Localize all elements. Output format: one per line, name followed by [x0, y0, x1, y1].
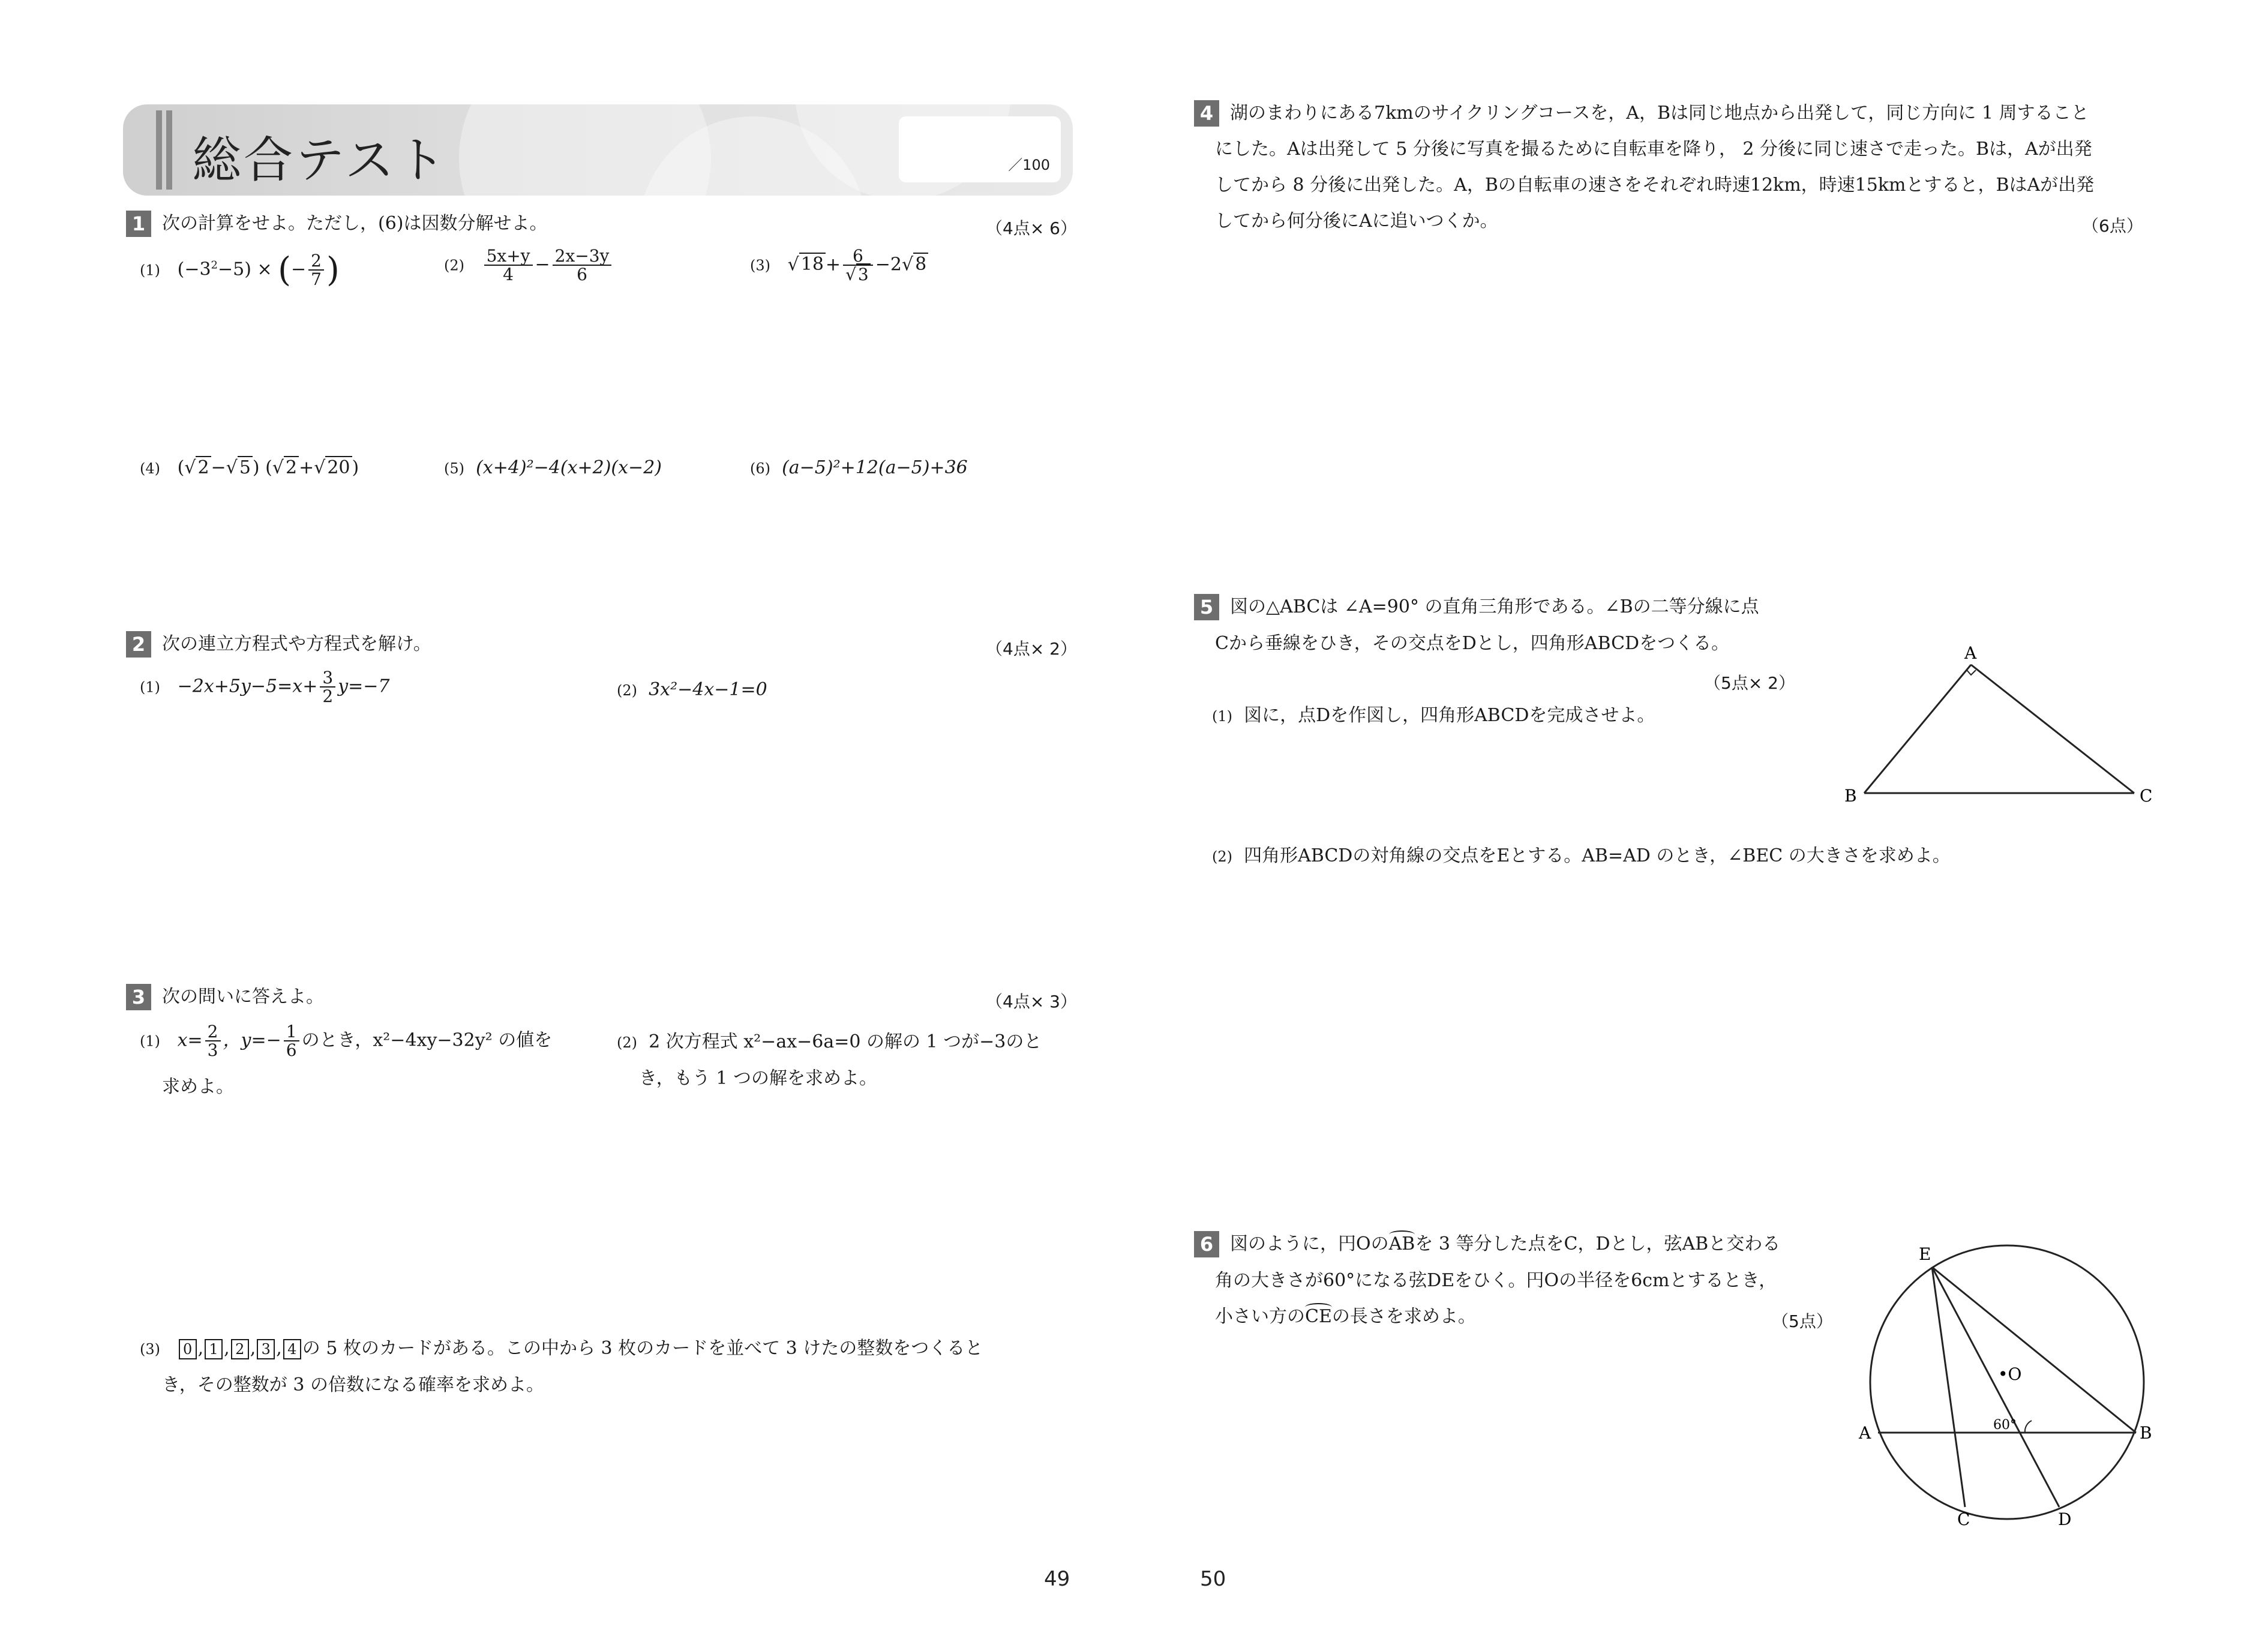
label-angle: 60° [1993, 1418, 2017, 1433]
q3-points: （4点× 3） [986, 992, 1077, 1011]
q1-prompt: 次の計算をせよ。ただし，(6)は因数分解せよ。 [162, 213, 548, 234]
label-c: C [2140, 786, 2153, 806]
q1-item-4: (4) (√ 2 −√ 5 ) (√ 2 +√ 20 ) [140, 457, 359, 478]
question-number-3: 3 [126, 984, 151, 1010]
q4-line-4: してから何分後にAに追いつくか。 [1215, 211, 1498, 232]
q6-points: （5点） [1772, 1311, 1833, 1331]
q2-item-1: (1) −2x+5y−5=x+ $\frac{3}{2}$ y=−7 [140, 668, 390, 707]
q2-item-2: (2) 3x²−4x−1=0 [617, 679, 767, 700]
label-e: E [1919, 1244, 1931, 1264]
right-angle-mark [1967, 670, 1976, 675]
question-number-6: 6 [1194, 1231, 1219, 1257]
q3-item-3: (3) 0 , 1 , 2 , 3 , 4 の 5 枚のカードがある。この中から 3 枚のカードを並べて 3 けたの整数をつくると [140, 1338, 983, 1359]
triangle-figure [1836, 636, 2160, 816]
arc-ab: AB [1388, 1233, 1415, 1254]
label-d: D [2058, 1509, 2072, 1529]
card-1: 1 [205, 1339, 223, 1359]
label-b: B [1844, 786, 1857, 806]
card-4: 4 [283, 1339, 301, 1359]
q6-line-2: 角の大きさが60°になる弦DEをひく。円Oの半径を6cmとするとき， [1215, 1270, 1777, 1291]
q3-prompt: 次の問いに答えよ。 [162, 986, 324, 1007]
title-bar [156, 110, 162, 190]
q5-line-2: Cから垂線をひき，その交点をDとし，四角形ABCDをつくる。 [1215, 633, 1730, 654]
chord-ed [1932, 1267, 2059, 1507]
q4-points: （6点） [2082, 216, 2143, 236]
circle-figure [1854, 1230, 2166, 1530]
side-ac [1971, 665, 2134, 793]
q3-item-3-line2: き，その整数が 3 の倍数になる確率を求めよ。 [162, 1374, 544, 1395]
label-c: C [1957, 1509, 1970, 1529]
q1-item-2: (2) $\frac{5x+y}{4}$ − $\frac{2x-3y}{6}$ [444, 247, 614, 284]
card-3: 3 [257, 1339, 275, 1359]
title-bar [166, 110, 172, 190]
side-ab [1864, 665, 1971, 793]
q3-item-2: (2) 2 次方程式 x²−ax−6a=0 の解の 1 つが−3のと [617, 1031, 1042, 1052]
label-o: •O [1998, 1364, 2022, 1384]
q4-line-1: 湖のまわりにある7kmのサイクリングコースを，A，Bは同じ地点から出発して，同じ方向に 1 周すること [1230, 103, 2089, 124]
page-number-left: 49 [1044, 1567, 1070, 1591]
card-0: 0 [179, 1339, 197, 1359]
page-number-right: 50 [1200, 1567, 1226, 1591]
card-2: 2 [231, 1339, 249, 1359]
q3-item-2-line2: き，もう 1 つの解を求めよ。 [639, 1068, 877, 1089]
chord-ec [1932, 1267, 1965, 1507]
q1-points: （4点× 6） [986, 218, 1077, 238]
chord-eb [1932, 1267, 2136, 1433]
q4-line-3: してから 8 分後に出発した。A，Bの自転車の速さをそれぞれ時速12km，時速15kmとすると，BはAが出発 [1215, 175, 2095, 196]
page-title: 総合テスト [192, 132, 448, 189]
score-box[interactable] [899, 116, 1061, 182]
q4-line-2: にした。Aは出発して 5 分後に写真を撮るために自転車を降り， 2 分後に同じ速さで走った。Bは，Aが出発 [1215, 139, 2092, 160]
score-total: ／100 [1008, 157, 1050, 173]
q1-item-6: (6) (a−5)²+12(a−5)+36 [750, 457, 968, 478]
q2-prompt: 次の連立方程式や方程式を解け。 [162, 634, 431, 655]
q6-line-3: 小さい方のCEの長さを求めよ。 [1215, 1306, 1476, 1327]
q6-line-1: 図のように，円OのABを 3 等分した点をC，Dとし，弦ABと交わる [1230, 1233, 1781, 1254]
label-a: A [1964, 643, 1977, 663]
question-number-1: 1 [126, 211, 151, 237]
label-b: B [2140, 1423, 2152, 1443]
q5-points: （5点× 2） [1704, 673, 1795, 693]
q3-item-1: (1) x= $\frac{2}{3}$ ，y=− $\frac{1}{6}$ のとき，x²−4xy−32y² の値を [140, 1022, 553, 1061]
q1-item-1: (1) $(-3^2-5)$ × (− $\frac{2}{7}$ ) [140, 250, 340, 290]
q1-item-3: (3) √ 18 + $\frac{6}{√ 3}$ −2√ 8 [750, 247, 928, 284]
q5-item-1: (1) 図に，点Dを作図し，四角形ABCDを完成させよ。 [1212, 705, 1655, 726]
arc-ce: CE [1305, 1306, 1332, 1327]
q5-line-1: 図の△ABCは ∠A=90° の直角三角形である。∠Bの二等分線に点 [1230, 596, 1759, 617]
q2-points: （4点× 2） [986, 639, 1077, 659]
angle-arc [2025, 1421, 2032, 1433]
title-band [123, 104, 1073, 196]
q3-item-1-line2: 求めよ。 [162, 1076, 234, 1097]
question-number-2: 2 [126, 631, 151, 658]
q5-item-2: (2) 四角形ABCDの対角線の交点をEとする。AB=AD のとき，∠BEC の大きさを求めよ。 [1212, 845, 1951, 866]
question-number-5: 5 [1194, 594, 1219, 620]
q1-item-5: (5) (x+4)²−4(x+2)(x−2) [444, 457, 662, 478]
label-a: A [1859, 1423, 1871, 1443]
question-number-4: 4 [1194, 100, 1219, 127]
